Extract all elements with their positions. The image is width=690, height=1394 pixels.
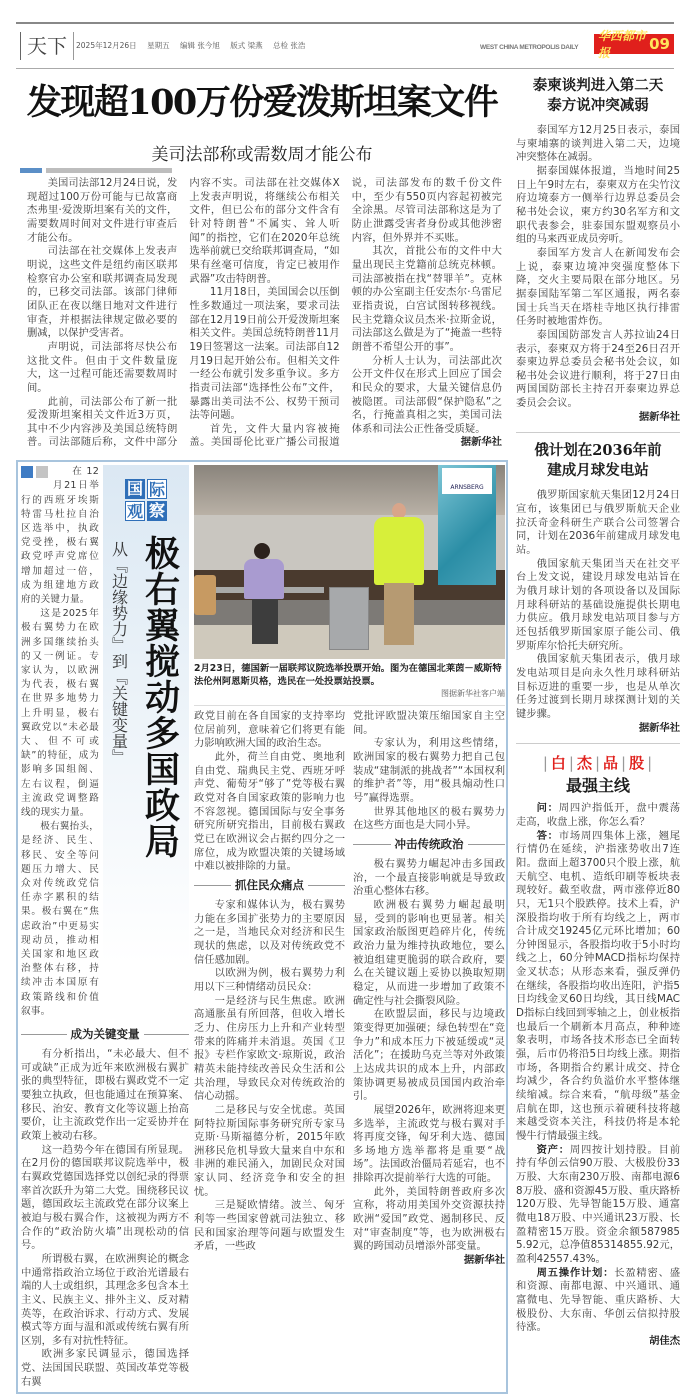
photo-man-jacket (374, 517, 424, 585)
assets-text: 周四按计划持股。目前持有华创云信90万股、大极股份33万股、大东南230万股、南都电源68万股、盛和资源45万股、重庆路桥120万股、先导智能15万股、通富微电18万股、中兴通讯23万股、长盈精密15万股。资金余额5879855.92元，总净值85314855.92元，盈利42557.43%。 (516, 1143, 681, 1265)
paragraph: 泰国军方12月25日表示，泰国与柬埔寨的谈判进入第二天，边境冲突整体在减弱。 (516, 124, 680, 164)
section-heading: 抓住民众痛点 (194, 878, 345, 893)
question-label: 问： (536, 802, 559, 815)
editor-credit: 编辑 张今旭 (179, 41, 220, 50)
plan-label: 周五操作计划： (536, 1266, 615, 1279)
paragraph: 此外，荷兰自由党、奥地利自由党、瑞典民主党、西班牙呼声党、葡萄牙“够了”党等极右翼政党对各自国家政策的影响力也不容忽视。德国国际与安全事务研究所研究指出，目前极右翼政党已在欧洲议会占据约四分之一席位，成为欧盟决策的关键场域中难以被排除的力量。 (194, 751, 345, 873)
paragraph: 世界其他地区的极右翼势力在这些方面也是大同小异。 (353, 805, 505, 832)
paragraph: 二是移民与安全忧虑。英国阿特拉斯国际事务研究所专家马克斯·马斯福德分析，2015年欧洲移民危机导致大量来自中东和非洲的难民涌入，加剧民众对国家认同、经济竞争和安全的担忧。 (194, 1103, 345, 1198)
paragraph: 三是疑欧情绪。波兰、匈牙利等一些国家曾就司法独立、移民和国家治理等问题与欧盟发生矛盾，一些政 (194, 1199, 345, 1253)
checker-credit: 总检 张浩 (273, 41, 306, 50)
paragraph: 一是经济与民生焦虑。欧洲高通胀虽有所回落，但收入增长乏力、住房压力上升和产业转型带来的阵痛并未消退。英国《卫报》专栏作家欧文·琼斯说，政治精英未能持续改善民众生活和公共治理，导致民众对传统政治的信心动摇。 (194, 994, 345, 1103)
divider (516, 743, 680, 744)
feature-right (194, 465, 505, 1268)
header-bottom-rule (16, 68, 674, 69)
section-name: 天下 (20, 32, 74, 60)
paper-logo (594, 29, 674, 60)
paragraph: 首先，文件大量内容被掩盖。美国哥伦比亚广播公司报道说，司法部发布的数千份文件中，至少有550页内容起初被完全涂黑。尽管司法部称这是为了防止泄露受害者身份或其他涉密内容，但外界并不买账。 (189, 177, 502, 449)
headline-line: 建成月球发电站 (547, 462, 649, 480)
article-body (516, 489, 680, 735)
feature-columns (194, 705, 505, 1268)
feature-headline: 极右翼搅动多国政局 (139, 535, 181, 860)
column-label (107, 479, 185, 521)
paragraph: 欧洲多家民调显示，德国选择党、法国国民联盟、英国改革党等极右翼 (21, 1348, 189, 1388)
paragraph: 展望2026年，欧洲将迎来更多选举，主流政党与极右翼对手将再度交锋，匈牙利大选、德国多场地方选举都将是重要“战场”。法国政治僵局若延宕，也不排除再次提前举行大选的可能。 (353, 1103, 505, 1185)
headline-line: 泰方说冲突减弱 (547, 97, 649, 114)
label-char: 观 (126, 502, 143, 522)
photo-man-legs (384, 583, 414, 645)
assets-label: 资产： (536, 1143, 570, 1156)
paper-english-name: WEST CHINA METROPOLIS DAILY (480, 44, 579, 51)
paragraph: 极右翼势力崛起冲击多国政治，一个最直接影响就是导致政治重心整体右移。 (353, 858, 505, 898)
paragraph: 泰国国防部发言人苏拉讪24日表示，泰柬双方将于24至26日召开泰柬边界总委员会秘书处会议，如秘书处会议进行顺利，将于27日由两国国防部长主持召开泰柬边界总委员会会议。 (516, 328, 680, 410)
feature-title-panel (103, 465, 189, 1019)
source-credit: 据新华社 (638, 721, 680, 734)
section-heading: 冲击传统政治 (353, 837, 505, 852)
question-text: 周四沪指低开，盘中震荡走高，收盘上涨，你怎么看？ (516, 802, 681, 828)
page-number: 09 (649, 35, 670, 53)
feature-title-row (107, 535, 185, 859)
feature-lead (21, 465, 99, 1019)
feature-left (21, 465, 189, 1389)
right-column (516, 76, 680, 1349)
quote-icon (21, 466, 51, 480)
paragraph: 俄国家航天集团表示，俄月球发电站项目是向永久性月球科研站目标迈进的重要一步，也是从单次任务过渡到长期月球探测计划的关键步骤。 (516, 653, 680, 720)
column-kicker: | 白 | 杰 | 品 | 股 | (542, 754, 654, 773)
feature-subheadline: 从『边缘势力』到『关键变量』 (109, 541, 129, 766)
feature-column-1 (21, 1027, 189, 1389)
divider (516, 432, 680, 433)
article-thai-cambodia (516, 76, 680, 424)
column-body (516, 802, 680, 1348)
column-headline: 最强主线 (565, 776, 630, 796)
paragraph: 党批评欧盟决策压缩国家自主空间。 (353, 710, 505, 736)
source-credit: 据新华社 (638, 410, 680, 423)
paragraph: 11月18日，美国国会以压倒性多数通过一项法案，要求司法部在12月19日前公开爱泼斯坦案相关文件。美国总统特朗普11月19日签署这一法案。司法部自12月19日起开始公布。但相关文件一经公布就引发多重争议。多方指责司法部“选择性公布”文件，暴露出美司法不公、权势干预司法等问题。 (189, 286, 340, 422)
banner-text: ARNSBERG (442, 468, 492, 494)
paragraph: 俄罗斯国家航天集团12月24日宣布，该集团已与俄罗斯航天企业拉沃奇金科研生产联合公司签署合同，计划在2036年前建成月球发电站。 (516, 489, 680, 557)
photo-chair (194, 575, 216, 615)
paragraph: 以欧洲为例，极右翼势力利用以下三种情绪动员民众： (194, 967, 345, 993)
label-char: 际 (148, 480, 165, 500)
paragraph: 有分析指出，“未必最大、但不可或缺”正成为近年来欧洲极右翼扩张的典型特征，即极右翼政党不一定要独立执政，但也能通过在预算案、移民、治安、教育文化等议题上抬高要价，让主流政党作出一定妥协并在政策上被动右移。 (21, 1048, 189, 1142)
issue-date: 2025年12月26日 (76, 41, 137, 50)
issue-weekday: 星期五 (147, 41, 170, 50)
paragraph: 分析人士认为，司法部此次公开文件仅在形式上回应了国会和民众的要求，大量关键信息仍被隐匿。司法部假“保护隐私”之名，行掩盖真相之实，美国司法体系和司法公正性备受质疑。 (351, 354, 502, 435)
label-char: 国 (126, 479, 143, 499)
paragraph: 这是2025年极右翼势力在欧洲多国继续抬头的又一例证。专家认为，以欧洲为代表，极右翼在世界多地势力上升明显，极右翼政党以“未必最大、但不可或缺”的特征，成为影响多国组阁、左右议程，倒逼主流政党调整路线的现实力量。 (21, 608, 99, 818)
paragraph: 在欧盟层面，移民与边境政策变得更加强硬；绿色转型在“竞争力”和成本压力下被延缓或“灵活化”；在援助乌克兰等对外政策上达成共识的成本上升，内部政策协调更易被成员国国内政治牵引。 (353, 1008, 505, 1103)
feature-top (21, 465, 189, 1019)
paragraph: 在12月21日举行的西班牙埃斯特雷马杜拉自治区选举中，执政党受挫，极右翼政党呼声党席位增加超过一倍，成为组建地方政府的关键力量。 (21, 466, 99, 605)
photo-banner (438, 465, 496, 585)
paragraph: 据泰国媒体报道，当地时间25日上午9时左右，泰柬双方在尖竹汶府边境泰方一侧举行边界总委员会秘书处会议，柬方约30名军方和文职代表参会，驻泰国东盟观察员小组的马来西亚成员旁听。 (516, 164, 680, 246)
paragraph: 司法部在社交媒体上发表声明说，这些文件是纽约南区联邦检察官办公室和联邦调查局发现的，已移交司法部。该部门律师团队正在夜以继日地对文件进行审查，并根据法律规定做必要的删减，以保护受害者。 (27, 245, 178, 340)
paragraph: 此前，司法部公布了新一批爱泼斯坦案相关文件近3万页，其中不少内容涉及美国总统特朗普。司法部随后称，文件中部分内容不实。司法部在社交媒体X上发表声明说，将继续公布相关文件，但已公布的部分文件含有针对特朗普“不属实、耸人听闻”的指控，它们在2020年总统选举前就已交给联邦调查局，“如果有丝毫可信度，肯定已被用作武器”攻击特朗普。 (27, 177, 340, 449)
article-headline (516, 76, 680, 116)
feature-column-2 (194, 710, 345, 1268)
paragraph: 专家认为，利用这些情绪，欧洲国家的极右翼势力把自己包装成“建制派的挑战者”“本国权利的维护者”等，用“极具煽动性口号”赢得选票。 (353, 737, 505, 805)
news-photo (194, 465, 505, 659)
headline-line: 俄计划在2036年前 (534, 442, 662, 460)
main-subheadline: 美司法部称或需数周才能公布 (151, 145, 373, 165)
main-headline: 发现超100万份爱泼斯坦案文件 (26, 82, 498, 123)
article-headline (516, 441, 680, 481)
issue-meta (76, 40, 313, 51)
kicker-char: 品 (603, 754, 620, 773)
paragraph: 泰国军方发言人在新闻发布会上说，泰柬边境冲突强度整体下降，交火主要局限在部分地区。另据泰国陆军第二军区通报，两名泰国士兵当天在塔桂寺地区执行排雷任务时被地雷炸伤。 (516, 246, 680, 328)
left-area (16, 76, 508, 1394)
stock-column (516, 752, 680, 1348)
photo-caption: 2月23日，德国新一届联邦议院选举投票开始。图为在德国北莱茵－威斯特法伦州阿恩斯贝格，选民在一处投票站投票。 (194, 663, 502, 688)
paragraph: 其次，首批公布的文件中大量出现民主党籍前总统克林顿。司法部被指在找“替罪羊”。克林顿的办公室副主任安杰尔·乌雷尼亚指责说，白宫试图转移视线。民主党籍众议员杰米·拉斯金说，司法部这么做是为了“掩盖一些特朗普不希望公开的事”。 (351, 245, 502, 353)
feature-frame (16, 460, 508, 1394)
paper-logo-text: 华西都市报 (598, 29, 647, 60)
paragraph: 美国司法部12月24日说，发现超过100万份可能与已故富商杰弗里·爱泼斯坦案有关的文件，需要数周时间对文件进行审查后才能公布。 (27, 177, 178, 244)
paragraph: 俄国家航天集团当天在社交平台上发文说，建设月球发电站旨在为俄月球计划的各项设备以及国际月球科研站的基础设施提供长期电力供应。俄月球发电站项目参与方还包括俄罗斯国家原子能公司、俄罗斯库尔恰托夫研究所。 (516, 557, 680, 652)
main-article-body (27, 177, 502, 450)
paragraph: 所谓极右翼，在欧洲舆论的概念中通常指政治立场位于政治光谱最右端的人士或组织，其理念多包含本土主义、民族主义、排外主义、反对精英等，在政治诉求、行动方式、发展模式等方面与温和派或传统右翼有所区别，多有对抗性特征。 (21, 1252, 189, 1347)
photo-woman-head (254, 543, 270, 559)
article-body (516, 124, 680, 424)
label-char: 察 (148, 501, 165, 521)
photo-ballot-box (329, 587, 369, 650)
article-lunar-power-station (516, 441, 680, 735)
photo-credit: 图据新华社客户端 (441, 689, 505, 699)
section-heading: 成为关键变量 (21, 1027, 189, 1042)
source-credit: 据新华社 (460, 436, 502, 449)
headline-line: 泰柬谈判进入第二天 (532, 77, 664, 94)
article-decor-bars (20, 168, 172, 173)
answer-text: 市场周四集体上涨，翘尾行情仍在延续，沪指涨势收出7连阳。盘面上超3700只个股上涨，航天航空、电机、造纸印刷等板块表现较好。截至收盘，两市涨停近80只，无1只个股跌停。技术上看，沪深股指均收于所有均线之上，两市合计成交19245亿元环比增加；60分钟图显示，各股指均收于5小时均线之上，60分钟MACD指标均保持金叉状态；从形态来看，强反弹仍在继续，各股指均收出连阳，沪指5日均线金叉60日均线，其日线MACD指标白线回到零轴之上，创业板指也最后一个刷新本月高点，种种迹象表明，市场各技术形态已全面转强，后市仍将沿5日均线上涨。期指市场，各期指合约累计成交、持仓均减少，各合约负溢价水平整体继续缩减。综合来看，“航母级”基金启航在即，这也预示着硬科技将越来越受资本关注，科技仍将是本轮慢牛行情最强主线。 (516, 829, 681, 1142)
paragraph: 这一趋势今年在德国有所显现。在2月份的德国联邦议院选举中，极右翼政党德国选择党以创纪录的得票率首次跃升为第二大党。围绕移民议题，德国政坛主流政党在部分议案上被迫与极右翼合作，这被视为两方不合作的“政治防火墙”出现松动的信号。 (21, 1143, 189, 1252)
paragraph: 极右翼抬头，是经济、民生、移民、安全等问题压力增大、民众对传统政党信任赤字累积的结果。极右翼在“焦虑政治”中更易实现动员，推动相关国家和地区政治整体右移，持续冲击本国原有政策路线和价值叙事。 (21, 821, 99, 1017)
photo-woman-body (244, 559, 284, 599)
author-byline: 胡佳杰 (649, 1334, 680, 1347)
kicker-char: 杰 (576, 754, 593, 773)
source-credit: 据新华社 (463, 1254, 505, 1267)
feature-column-3 (353, 710, 505, 1268)
answer-label: 答： (536, 829, 559, 842)
page-body (16, 76, 680, 1394)
plan-text: 长盈精密、盛和资源、南都电源、中兴通讯、通富微电、先导智能、重庆路桥、大极股份、大东南、华创云信拟持股待涨。 (516, 1266, 681, 1334)
paragraph: 专家和媒体认为，极右翼势力能在多国扩张势力的主要原因之一是，当地民众对经济和民生现状的焦虑，以及对传统政党不信任感加剧。 (194, 899, 345, 966)
paragraph: 声明说，司法部将尽快公布这批文件。但由于文件数量庞大，这一过程可能还需要数周时间。 (27, 340, 178, 394)
paragraph: 此外，美国特朗普政府多次宣称，将动用美国外交资源扶持欧洲“爱国”政党、遏制移民、反对“审查制度”等，也为欧洲极右翼的跨国动员增添外部变量。 (353, 1185, 505, 1253)
layout-credit: 版式 梁燕 (230, 41, 263, 50)
photo-woman-legs (252, 599, 278, 644)
kicker-char: 白 (550, 754, 567, 773)
header-top-rule (16, 22, 674, 24)
kicker-char: 股 (629, 754, 646, 773)
paragraph: 欧洲极右翼势力崛起最明显，受到的影响也更显著。相关国家政治版图更趋碎片化，传统政治力量为维持执政地位，要么被迫组建更脆弱的联合政府，要么在关键议题上妥协以换取短期稳定，从而进一步增加了政策不确定性与社会撕裂风险。 (353, 899, 505, 1007)
paragraph: 政党目前在各自国家的支持率均位居前列，意味着它们将更有能力影响欧洲大国的政治生态。 (194, 710, 345, 750)
